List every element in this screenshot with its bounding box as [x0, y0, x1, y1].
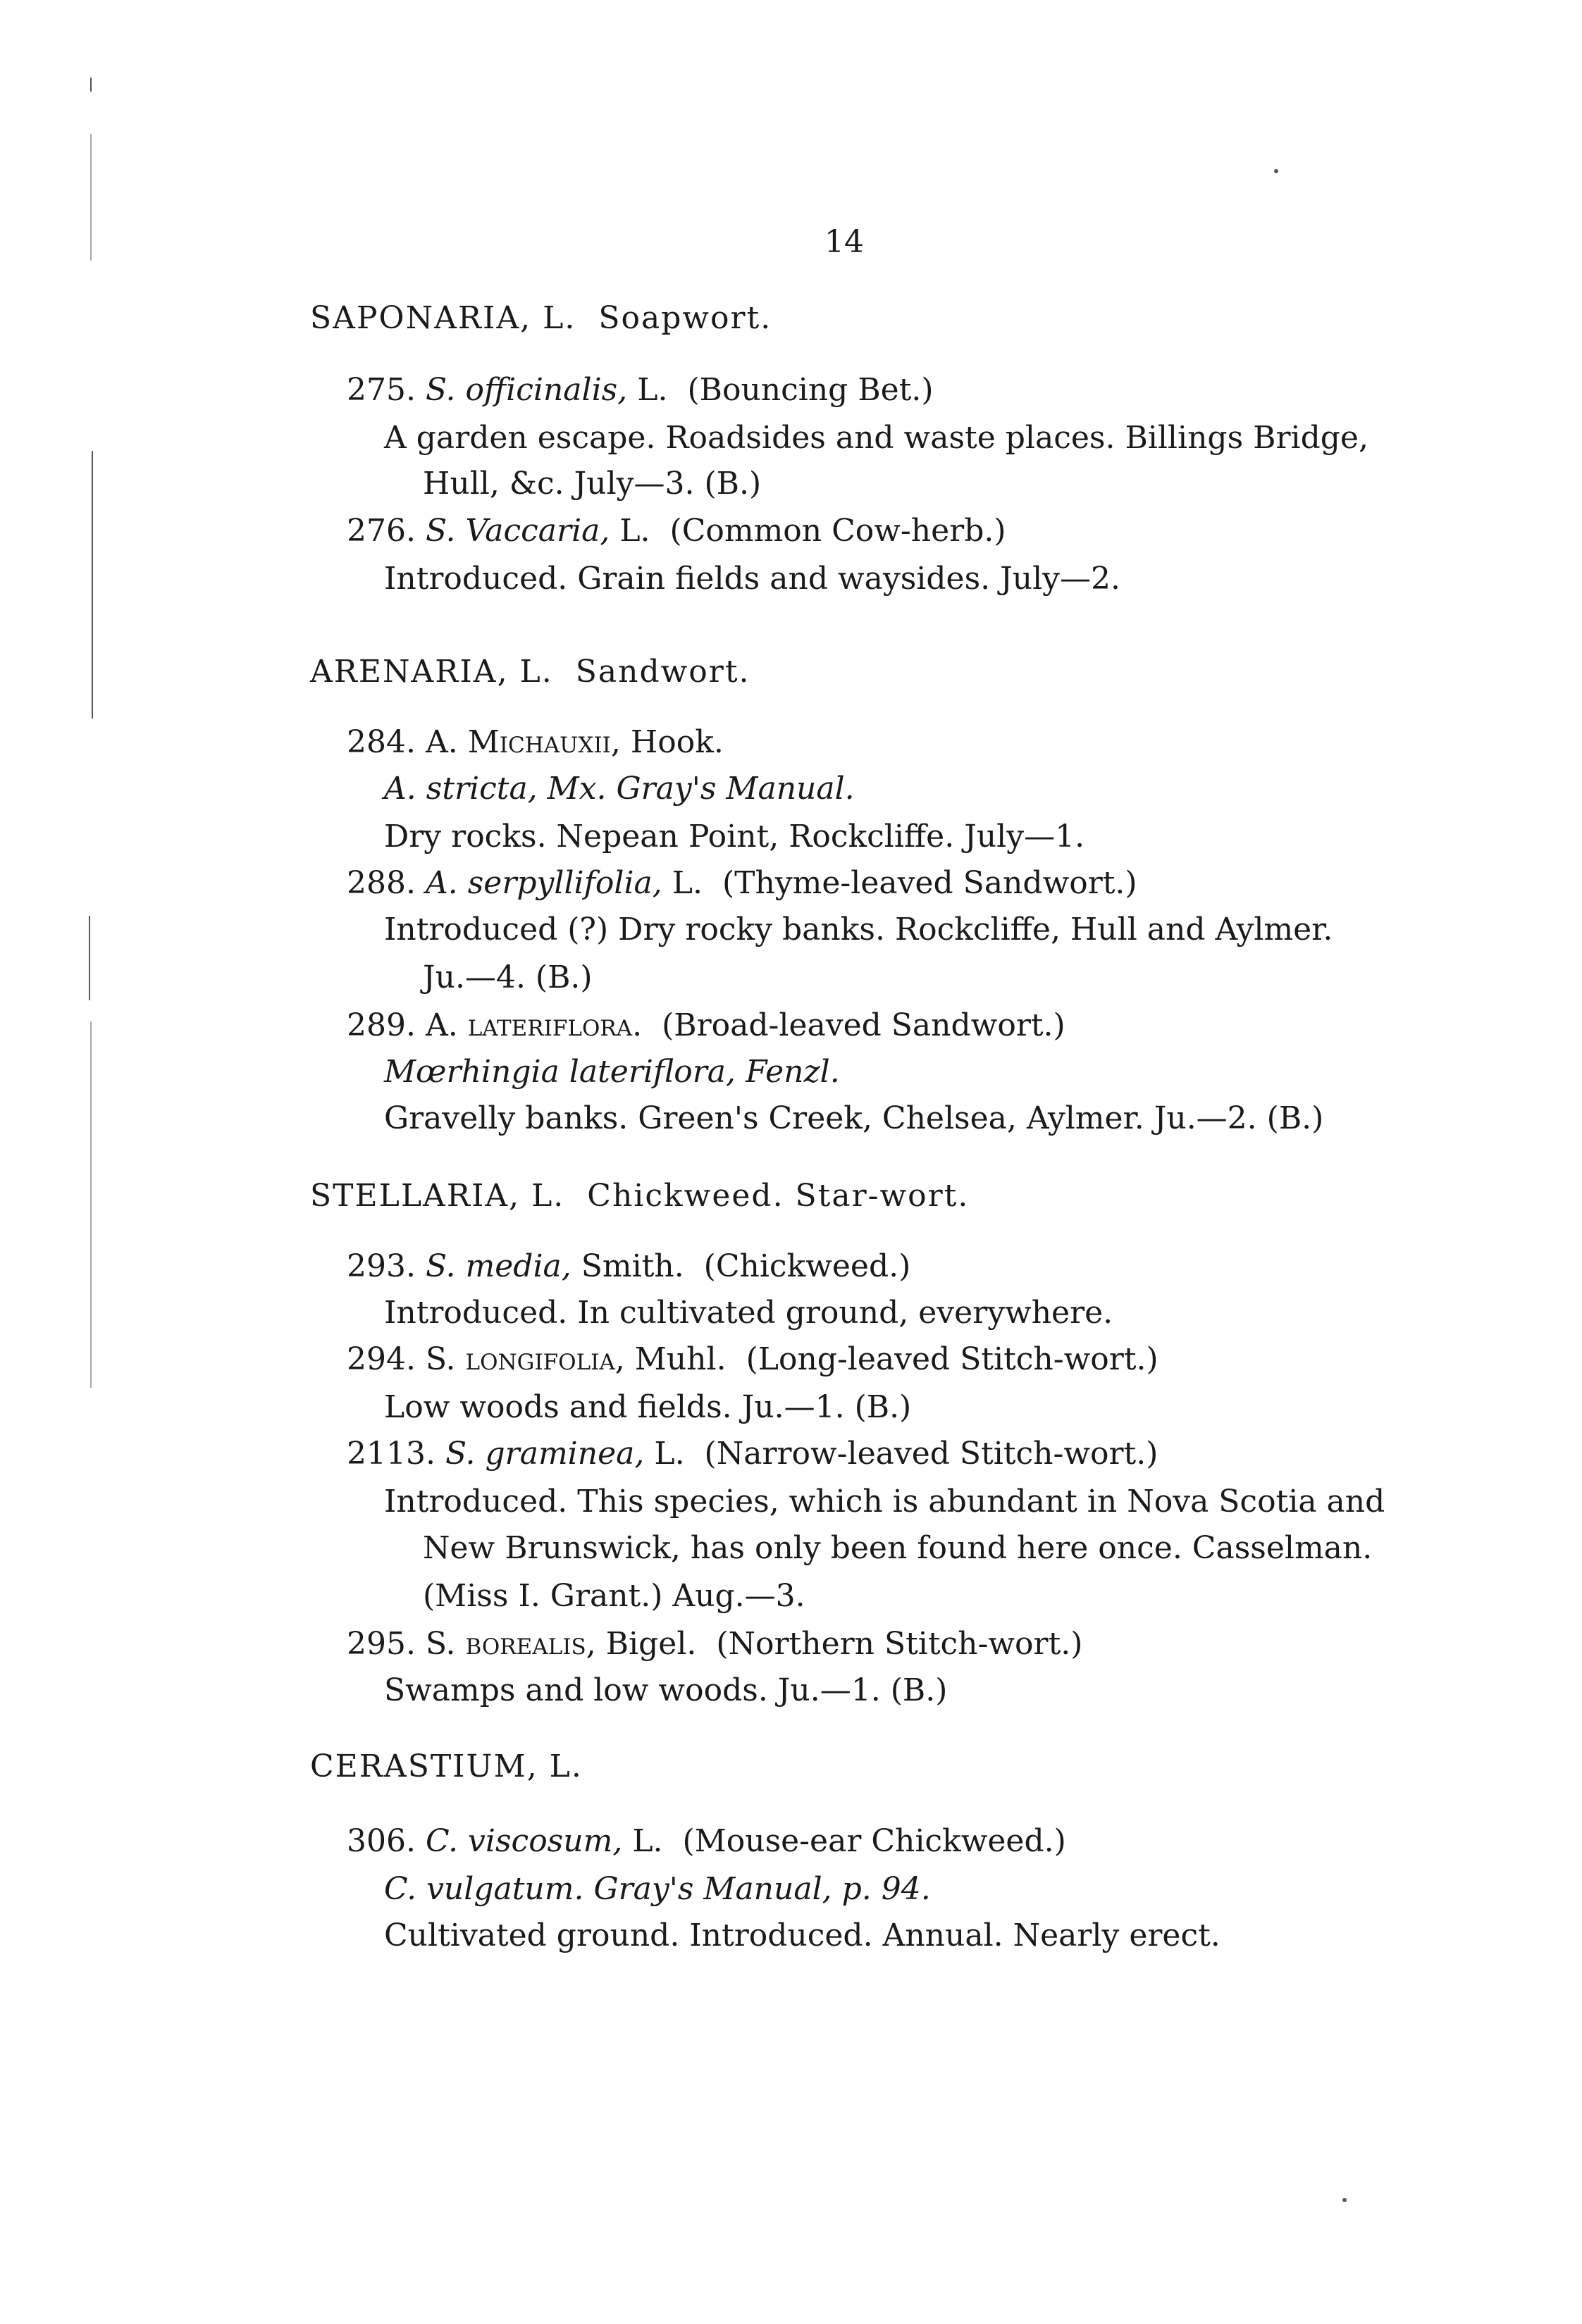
species-description: Introduced. This species, which is abundant in Nova Scotia and — [384, 1484, 1385, 1520]
species-description: (Miss I. Grant.) Aug.—3. — [423, 1578, 805, 1614]
page-number: 14 — [824, 224, 864, 260]
species-description: Low woods and fields. Ju.—1. (B.) — [384, 1389, 912, 1425]
species-description: Swamps and low woods. Ju.—1. (B.) — [384, 1672, 948, 1708]
species-entry: 288. A. serpyllifolia, L. (Thyme-leaved Sandwort.) — [347, 865, 1137, 901]
species-entry: 275. S. officinalis, L. (Bouncing Bet.) — [347, 372, 934, 408]
margin-mark — [90, 134, 92, 261]
species-description: Gravelly banks. Green's Creek, Chelsea, Aylmer. Ju.—2. (B.) — [384, 1100, 1324, 1136]
margin-mark — [90, 1021, 92, 1388]
species-entry: 284. A. Michauxii, Hook. — [347, 724, 724, 760]
margin-mark — [90, 77, 92, 92]
species-entry: 276. S. Vaccaria, L. (Common Cow-herb.) — [347, 513, 1006, 549]
species-synonym: A. stricta, Mx. Gray's Manual. — [384, 771, 855, 807]
genus-heading: CERASTIUM, L. — [310, 1748, 583, 1784]
species-description: Hull, &c. July—3. (B.) — [423, 466, 762, 502]
species-description: Ju.—4. (B.) — [423, 959, 593, 995]
species-entry: 2113. S. graminea, L. (Narrow-leaved Stitch-wort.) — [347, 1436, 1158, 1472]
species-entry: 294. S. longifolia, Muhl. (Long-leaved Stitch-wort.) — [347, 1341, 1158, 1377]
species-description: Introduced. Grain fields and waysides. July—2. — [384, 561, 1121, 597]
species-description: Cultivated ground. Introduced. Annual. Nearly erect. — [384, 1918, 1221, 1953]
species-synonym: C. vulgatum. Gray's Manual, p. 94. — [384, 1871, 931, 1907]
margin-mark — [89, 916, 90, 1000]
species-description: A garden escape. Roadsides and waste places. Billings Bridge, — [384, 420, 1368, 456]
species-description: Dry rocks. Nepean Point, Rockcliffe. July—1. — [384, 819, 1085, 855]
species-entry: 289. A. lateriflora. (Broad-leaved Sandwort.) — [347, 1007, 1065, 1043]
species-description: New Brunswick, has only been found here once. Casselman. — [423, 1530, 1373, 1566]
species-entry: 293. S. media, Smith. (Chickweed.) — [347, 1248, 911, 1284]
margin-mark — [92, 451, 93, 719]
species-entry: 306. C. viscosum, L. (Mouse-ear Chickweed.) — [347, 1823, 1066, 1859]
species-entry: 295. S. borealis, Bigel. (Northern Stitch-wort.) — [347, 1626, 1083, 1662]
margin-dot — [1342, 2198, 1347, 2202]
species-description: Introduced. In cultivated ground, everywhere. — [384, 1295, 1113, 1331]
species-synonym: Mœrhingia lateriflora, Fenzl. — [384, 1054, 840, 1090]
margin-dot — [1274, 169, 1278, 173]
species-description: Introduced (?) Dry rocky banks. Rockcliffe, Hull and Aylmer. — [384, 912, 1333, 947]
genus-heading: SAPONARIA, L. Soapwort. — [310, 300, 772, 336]
genus-heading: STELLARIA, L. Chickweed. Star-wort. — [310, 1178, 970, 1214]
genus-heading: ARENARIA, L. Sandwort. — [310, 654, 750, 690]
